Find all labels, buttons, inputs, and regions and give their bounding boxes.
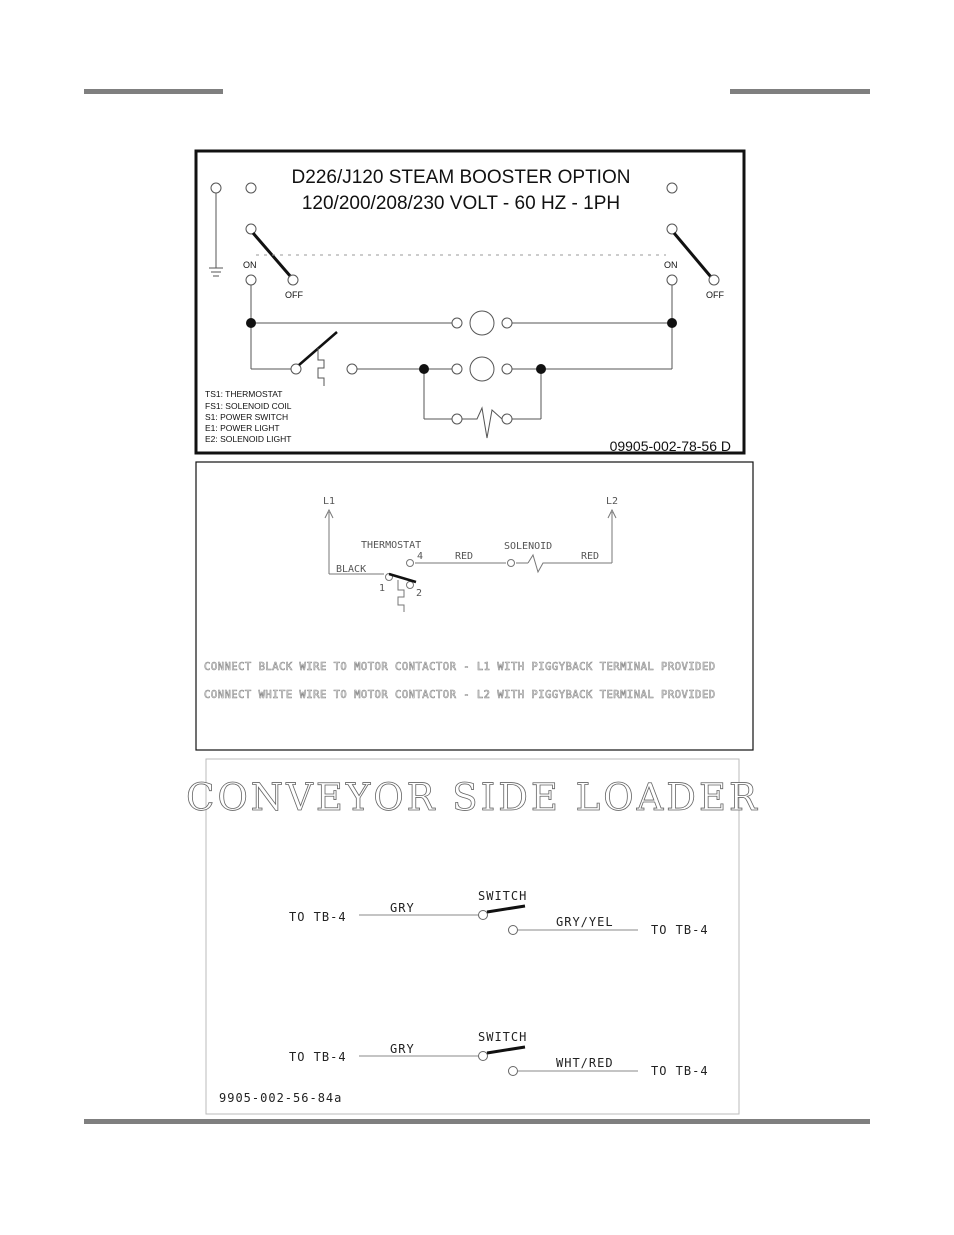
legend-item: FS1: SOLENOID COIL: [205, 401, 292, 411]
thermostat-switch: [291, 332, 357, 386]
diagram1-title-line1: D226/J120 STEAM BOOSTER OPTION: [291, 167, 631, 188]
diagram2-terminals: [386, 560, 515, 589]
diagram3-title: CONVEYOR SIDE LOADER: [186, 776, 760, 819]
power-switch-right: [664, 183, 724, 300]
terminal-2-label: 2: [416, 588, 423, 599]
solenoid-light: [452, 357, 512, 381]
conveyor-side-loader-diagram: [186, 759, 760, 1114]
junction-dots: [246, 318, 677, 374]
row1-wire-out-label: GRY/YEL: [556, 915, 614, 929]
row1-switch-label: SWITCH: [478, 889, 528, 903]
switch-on-label-right: ON: [664, 260, 678, 270]
solenoid-label: SOLENOID: [504, 541, 553, 552]
legend-item: TS1: THERMOSTAT: [205, 389, 283, 399]
row1-switch-blade: [487, 906, 525, 912]
thermostat-label: THERMOSTAT: [361, 540, 422, 551]
row2-left-label: TO TB-4: [289, 1050, 347, 1064]
row2-right-label: TO TB-4: [651, 1064, 709, 1078]
power-light: [452, 311, 512, 335]
black-wire-label: BLACK: [336, 564, 367, 575]
terminal-1-label: 1: [379, 583, 386, 594]
row2-wire-in-label: GRY: [390, 1042, 415, 1056]
row1-wire-in-label: GRY: [390, 901, 415, 915]
diagram3-part-number: 9905-002-56-84a: [219, 1091, 343, 1105]
switch-off-label-left: OFF: [285, 290, 303, 300]
thermostat-solenoid-diagram: [196, 462, 753, 750]
legend-item: E2: SOLENOID LIGHT: [205, 434, 292, 444]
switch-circuit-row-2: [289, 1030, 709, 1078]
row2-switch-label: SWITCH: [478, 1030, 528, 1044]
terminal-4-label: 4: [417, 551, 424, 562]
diagram1-legend: [205, 389, 292, 444]
legend-item: S1: POWER SWITCH: [205, 412, 289, 422]
thermostat-contact: [389, 574, 416, 582]
row2-wire-out-label: WHT/RED: [556, 1056, 614, 1070]
ground-symbol: [209, 183, 223, 276]
connection-note-1: CONNECT BLACK WIRE TO MOTOR CONTACTOR - L1 WITH PIGGYBACK TERMINAL PROVIDED: [204, 661, 716, 673]
legend-item: E1: POWER LIGHT: [205, 423, 280, 433]
connection-note-2: CONNECT WHITE WIRE TO MOTOR CONTACTOR - L2 WITH PIGGYBACK TERMINAL PROVIDED: [204, 689, 716, 701]
red-wire-label-1: RED: [455, 551, 474, 562]
row2-switch-blade: [487, 1047, 525, 1053]
red-wire-label-2: RED: [581, 551, 600, 562]
solenoid-coil: [452, 408, 512, 438]
diagram1-part-number: 09905-002-78-56 D: [609, 438, 731, 454]
row1-left-label: TO TB-4: [289, 910, 347, 924]
diagram1-title-line2: 120/200/208/230 VOLT - 60 HZ - 1PH: [301, 193, 621, 214]
switch-on-label-left: ON: [243, 260, 257, 270]
power-switch-left: [243, 183, 303, 300]
l1-label: L1: [323, 496, 336, 507]
diagram2-frame: [196, 462, 753, 750]
switch-circuit-row-1: [289, 889, 709, 937]
l2-label: L2: [606, 496, 619, 507]
row1-right-label: TO TB-4: [651, 923, 709, 937]
switch-off-label-right: OFF: [706, 290, 724, 300]
steam-booster-diagram: [196, 151, 744, 454]
